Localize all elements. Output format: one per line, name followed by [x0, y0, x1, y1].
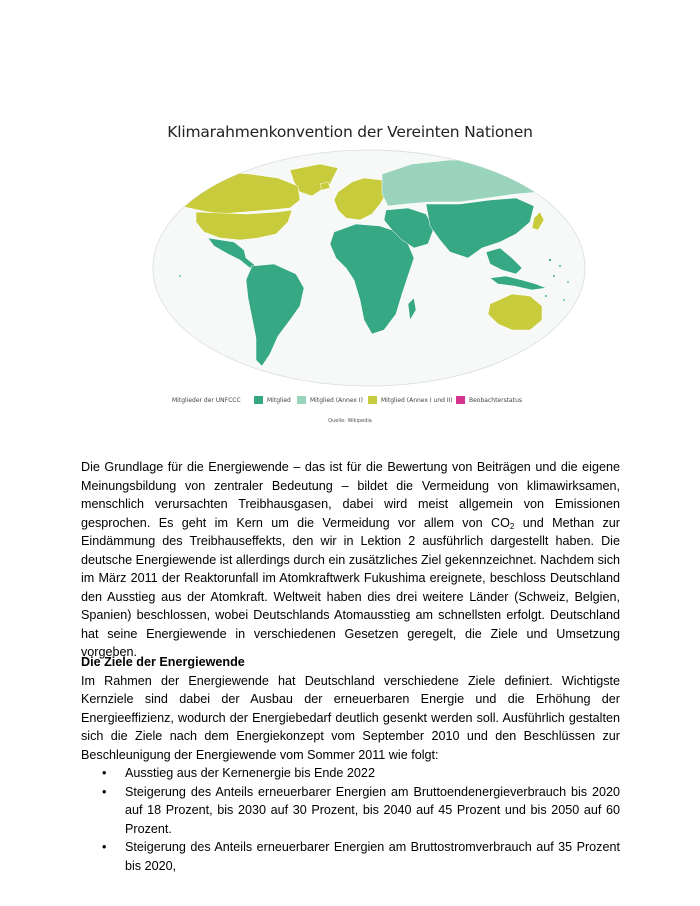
new-zealand-shape — [554, 326, 564, 344]
legend-swatch-member — [254, 396, 263, 404]
bullet-icon: • — [102, 766, 107, 780]
legend-swatch-annex1-2 — [368, 396, 377, 404]
list-item — [81, 783, 620, 839]
legend-item-observer: Beobachterstatus — [469, 397, 523, 404]
bullet-icon: • — [102, 784, 107, 799]
list-item — [81, 838, 620, 875]
list-item — [81, 764, 620, 783]
section-heading: Die Ziele der Energiewende — [81, 655, 245, 669]
legend-swatch-annex1 — [297, 396, 306, 404]
legend-item-annex1: Mitglied (Annex I) — [310, 397, 363, 404]
world-map-figure — [150, 148, 588, 388]
intro-paragraph — [81, 458, 620, 662]
list-item-text: Steigerung des Anteils erneuerbarer Energien am Bruttoendenergieverbrauch bis 2020 auf 18 Prozent, bis 2030 auf 30 Prozent, bis 2040 auf 45 Prozent und bis 2050 auf 60 Prozent. — [125, 784, 620, 836]
section-paragraph: Im Rahmen der Energiewende hat Deutschland verschiedene Ziele definiert. Wichtigste Kernziele sind dabei der Ausbau der erneuerbaren Energie und die Erhöhung der Energieeffizienz, wodurch der Energiebedarf deutlich gesenkt werden soll. Ausführlich gestalten sich die Ziele nach dem Energiekonzept vom September 2010 und den Beschlüssen zur Beschleunigung der Energiewende vom Sommer 2011 wie folgt: — [81, 673, 620, 762]
legend-title: Mitglieder der UNFCCC — [172, 397, 241, 404]
goals-list — [81, 764, 620, 875]
legend-item-annex1-2: Mitglied (Annex I und II) — [381, 397, 453, 404]
intro-text-part1: Die Grundlage für die Energiewende – das ist für die Bewertung von Beiträgen und die eigene Meinungsbildung von zentraler Bedeutung – bildet die Vermeidung von klimawirksamen, menschlich verursachten Treibhausgasen, dabei wird meist allgemein von Emissionen gesprochen. Es geht im Kern um die Vermeidung vor allem von CO — [81, 460, 620, 530]
legend-swatch-observer — [456, 396, 465, 404]
legend-item-member: Mitglied — [267, 397, 291, 404]
intro-block — [81, 458, 620, 662]
goals-section — [81, 653, 620, 875]
list-item-text: Ausstieg aus der Kernenergie bis Ende 2022 — [125, 766, 375, 780]
intro-text-part2: und Methan zur Eindämmung des Treibhauseffekts, den wir in Lektion 2 ausführlich dargestellt haben. Die deutsche Energiewende ist allerdings durch ein zusätzliches Ziel gekennzeichnet. Nachdem sich im März 2011 der Reaktorunfall im Atomkraftwerk Fukushima ereignete, beschloss Deutschland den Ausstieg aus der Atomkraft. Weltweit haben dies drei weitere Länder (Schweiz, Belgien, Spanien) beschlossen, wobei Deutschlands Atomausstieg am schnellsten erfolgt. Deutschland hat seine Energiewende in verschiedenen Gesetzen geregelt, die Ziele und Umsetzung vorgeben. — [81, 515, 620, 659]
figure-title: Klimarahmenkonvention der Vereinten Nationen — [167, 123, 533, 141]
bullet-icon: • — [102, 840, 107, 854]
co2-subscript: 2 — [509, 521, 515, 531]
figure-source: Quelle: Wikipedia — [328, 418, 372, 424]
list-item-text: Steigerung des Anteils erneuerbarer Energien am Bruttostromverbrauch auf 35 Prozent bis 2020, — [125, 840, 620, 873]
